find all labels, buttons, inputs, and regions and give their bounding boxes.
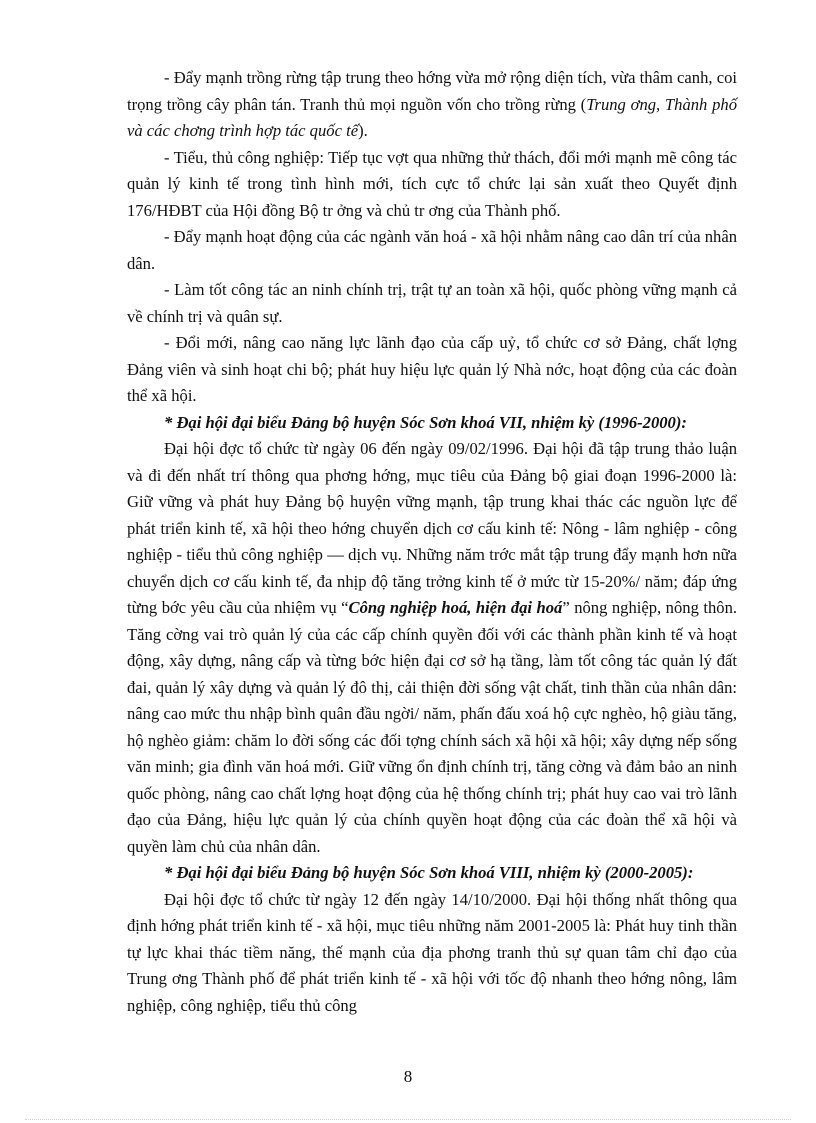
paragraph-party-leadership: - Đổi mới, nâng cao năng lực lãnh đạo của cấp uỷ, tổ chức cơ sở Đảng, chất lợng Đảng viên và sinh hoạt chi bộ; phát huy hiệu lực quản lý Nhà nớc, hoạt động của các đoàn thể xã hội. <box>127 333 737 405</box>
text-congress-vii-part1: Đại hội đợc tổ chức từ ngày 06 đến ngày 09/02/1996. Đại hội đã tập trung thảo luận và đi đến nhất trí thông qua phơng hớng, mục tiêu của Đảng bộ giai đoạn 1996-2000 là: Giữ vững và phát huy Đảng bộ huyện vững mạnh, tập trung khai thác các nguồn lực để phát triển kinh tế, xã hội theo hớng chuyển dịch cơ cấu kinh tế: Nông - lâm nghiệp - công nghiệp - tiểu thủ công nghiệp — dịch vụ. Những năm trớc mắt tập trung đẩy mạnh hơn nữa chuyển dịch cơ cấu kinh tế, đa nhịp độ tăng trởng kinh tế ở mức từ 15-20%/ năm; đáp ứng từng bớc yêu cầu của nhiệm vụ “ <box>127 439 737 617</box>
text-forestry-end: ). <box>358 121 368 140</box>
paragraph-congress-vii <box>127 436 737 860</box>
paragraph-handicraft: - Tiểu, thủ công nghiệp: Tiếp tục vợt qua những thử thách, đổi mới mạnh mẽ công tác quản lý kinh tế trong tình hình mới, tích cực tổ chức lại sản xuất theo Quyết định 176/HĐBT của Hội đồng Bộ tr ởng và chủ tr ơng của Thành phố. <box>127 147 737 220</box>
document-body <box>127 65 737 1019</box>
page-number: 8 <box>403 1067 413 1086</box>
paragraph-congress-viii: Đại hội đợc tổ chức từ ngày 12 đến ngày 14/10/2000. Đại hội thống nhất thông qua định hớng phát triển kinh tế - xã hội, mục tiêu những năm 2001-2005 là: Phát huy tinh thần tự lực khai thác tiềm năng, thế mạnh của địa phơng tranh thủ sự quan tâm chỉ đạo của Trung ơng Thành phố để phát triển kinh tế - xã hội với tốc độ nhanh theo hớng nông, lâm nghiệp, công nghiệp, tiểu thủ công <box>127 889 737 1015</box>
section-heading-vii: * Đại hội đại biểu Đảng bộ huyện Sóc Sơn khoá VII, nhiệm kỳ (1996-2000): <box>164 412 687 432</box>
text-congress-vii-part2: ” nông nghiệp, nông thôn. Tăng cờng vai trò quản lý của các cấp chính quyền đối với các thành phần kinh tế và hoạt động, xây dựng, nâng cấp và từng bớc hiện đại cơ sở hạ tầng, làm tốt công tác quản lý đất đai, quản lý xây dựng và quản lý đô thị, cải thiện đời sống vật chất, tinh thần của nhân dân: nâng cao mức thu nhập bình quân đầu ngời/ năm, phấn đấu xoá hộ cực nghèo, hộ giàu tăng, hộ nghèo giảm: chăm lo đời sống các đối tợng chính sách xã hội xã hội; xây dựng nếp sống văn minh; gia đình văn hoá mới. Giữ vững ổn định chính trị, tăng cờng và đảm bảo an ninh quốc phòng, nâng cao chất lợng hoạt động của hệ thống chính trị; phát huy cao vai trò lãnh đạo của Đảng, hiệu lực quản lý của chính quyền hoạt động của các đoàn thể xã hội và quyền làm chủ của nhân dân. <box>127 598 738 856</box>
paragraph-security: - Làm tốt công tác an ninh chính trị, trật tự an toàn xã hội, quốc phòng vững mạnh cả về chính trị và quân sự. <box>127 280 737 326</box>
section-heading-viii: * Đại hội đại biểu Đảng bộ huyện Sóc Sơn khoá VIII, nhiệm kỳ (2000-2005): <box>164 863 694 882</box>
paragraph-culture: - Đẩy mạnh hoạt động của các ngành văn hoá - xã hội nhằm nâng cao dân trí của nhân dân. <box>127 227 737 273</box>
text-forestry-sources: Trung ơng, Thành phố và các chơng trình hợp tác quốc tế <box>127 94 737 140</box>
text-industrialization-emphasis: Công nghiệp hoá, hiện đại hoá <box>348 598 563 617</box>
text-forestry: - Đẩy mạnh trồng rừng tập trung theo hớng vừa mở rộng diện tích, vừa thâm canh, coi trọng trồng cây phân tán. Tranh thủ mọi nguồn vốn cho trồng rừng ( <box>127 68 737 114</box>
page-bottom-rule <box>25 1119 791 1120</box>
paragraph-forestry <box>127 65 737 145</box>
